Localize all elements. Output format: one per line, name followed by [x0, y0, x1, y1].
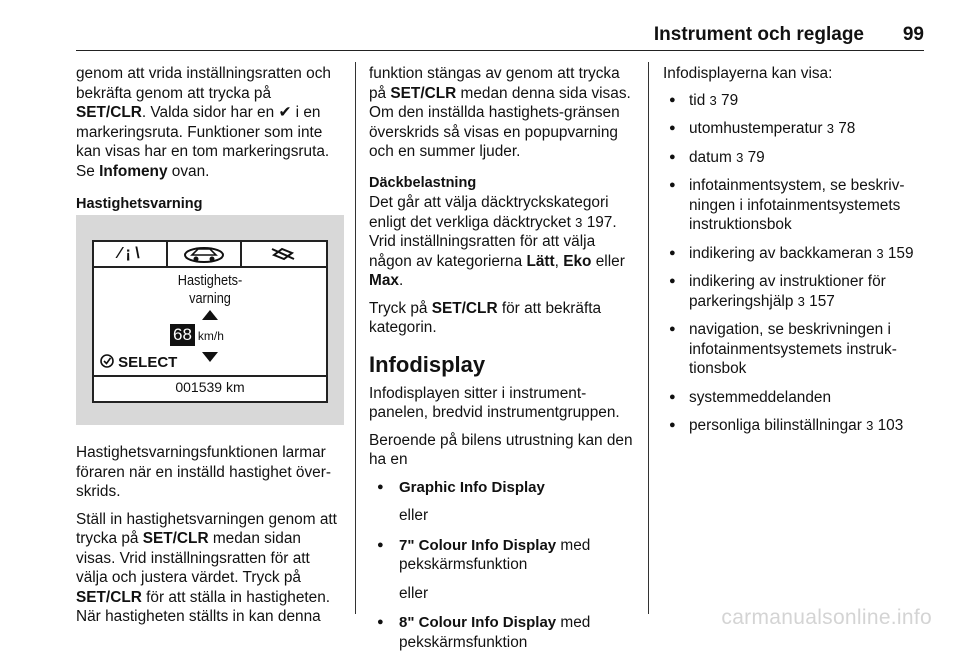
text: medan denna sida visas. Om den inställda hastighets-gränsen överskrids så visas en popupvarning och en summer ljuder.: [369, 84, 631, 160]
list-intro: Infodisplayerna kan visa:: [663, 65, 833, 82]
page-title: Instrument och reglage: [653, 24, 864, 45]
page-number: 99: [902, 24, 924, 45]
infomeny-label: Infomeny: [99, 162, 168, 180]
list-item: [663, 119, 931, 139]
list-item: [663, 148, 931, 168]
page-ref[interactable]: 78: [838, 120, 856, 137]
tab-info-icon: ⁄ ¡ \: [118, 245, 140, 262]
list-item: ● 7" Colour Info Display med pekskärmsfunktion: [369, 536, 637, 575]
column-3: [663, 64, 931, 445]
paragraph: Infodisplayen sitter i instrument-panelen, bredvid instrumentgruppen.: [369, 384, 620, 421]
list-item-text: tid: [689, 91, 710, 109]
list-item-text: indikering av instruktioner för parkeringshjälp: [689, 273, 886, 310]
watermark: carmanualsonline.info: [721, 606, 932, 629]
text: Tryck på: [369, 299, 432, 317]
page-ref-arrow-icon: 3: [709, 92, 717, 108]
list-item: [663, 416, 931, 436]
paragraph: Hastighetsvarningsfunktionen larmar föraren när en inställd hastighet över-skrids.: [76, 444, 331, 500]
column-divider: [648, 62, 649, 614]
display-tabs: [94, 242, 326, 268]
select-text: SELECT: [118, 354, 178, 371]
column-1: [76, 64, 344, 229]
section-heading-speed-warning: Hastighetsvarning: [76, 196, 203, 212]
list-item-text: infotainmentsystem, se beskriv-ningen i infotainmentsystemets instruktionsbok: [689, 177, 905, 233]
divider: [94, 375, 326, 377]
instrument-display: [92, 240, 328, 403]
column-1-lower: [76, 443, 344, 635]
paragraph: [369, 64, 637, 162]
set-clr-label: SET/CLR: [142, 530, 209, 547]
list-item: [663, 388, 931, 408]
set-clr-label: SET/CLR: [431, 299, 498, 317]
display-type-name: Graphic Info Display: [399, 478, 545, 496]
page-ref-arrow-icon: 3: [736, 149, 744, 165]
page-ref[interactable]: 197: [586, 213, 613, 231]
page-ref[interactable]: 79: [747, 148, 765, 166]
speed-unit: km/h: [197, 329, 224, 343]
text: ovan.: [167, 162, 210, 180]
text: Det går att välja däcktryckskategori enligt det verkliga däcktrycket: [369, 194, 609, 231]
list-item: [663, 91, 931, 111]
option-max: Max: [369, 272, 399, 289]
display-title: [111, 272, 308, 308]
option-latt: Lätt: [526, 252, 555, 270]
display-type-name: 8" Colour Info Display: [399, 614, 557, 631]
set-clr-label: SET/CLR: [76, 588, 142, 606]
page-ref-arrow-icon: 3: [797, 293, 805, 309]
page-ref-arrow-icon: 3: [826, 121, 834, 136]
checkmark-icon: ✔: [278, 104, 292, 121]
page-header: [76, 20, 924, 51]
display-title-line2: varning: [189, 290, 231, 307]
set-clr-label: SET/CLR: [390, 84, 457, 102]
text: för att ställa in hastigheten. När hastigheten ställts in kan denna: [76, 588, 331, 625]
check-circle-icon: [100, 354, 114, 368]
section-heading-infodisplay: Infodisplay: [369, 351, 486, 377]
page-ref-arrow-icon: 3: [876, 245, 884, 261]
list-item-text: personliga bilinställningar: [689, 417, 867, 434]
list-separator: eller: [399, 584, 429, 602]
column-divider: [355, 62, 356, 614]
text: genom att vrida inställningsratten och bekräfta genom att trycka på: [76, 65, 331, 102]
text: funktion stängas av genom att trycka på: [369, 65, 620, 102]
page-ref[interactable]: 157: [809, 292, 835, 310]
list-item-text: systemmeddelanden: [689, 388, 832, 406]
page-ref-arrow-icon: 3: [866, 418, 874, 433]
display-type-list: [369, 478, 637, 653]
text: .: [398, 272, 404, 289]
text: . Vrid inställningsratten för att välja någon av kategorierna: [369, 213, 617, 270]
infodisplay-content-list: [663, 91, 931, 436]
page-ref-arrow-icon: 3: [575, 214, 583, 230]
car-icon: [166, 242, 242, 266]
paragraph: [76, 64, 344, 181]
speed-value: 68: [170, 324, 195, 346]
option-eko: Eko: [563, 252, 592, 270]
arrow-up-icon: [202, 310, 218, 320]
list-item-text: datum: [689, 148, 737, 166]
list-item-text: utomhustemperatur: [689, 120, 827, 137]
set-clr-label: SET/CLR: [76, 104, 142, 121]
text: Ställ in hastighetsvarningen genom att trycka på: [76, 510, 337, 547]
page-ref[interactable]: 103: [877, 417, 904, 434]
paragraph: Beroende på bilens utrustning kan den ha en: [369, 431, 633, 468]
list-item: [663, 272, 931, 311]
page-ref[interactable]: 159: [887, 244, 914, 262]
speed-value-box: [170, 324, 224, 346]
arrow-down-icon: [202, 352, 218, 362]
paragraph: [369, 193, 637, 291]
speed-warning-display-figure: [76, 215, 344, 425]
text: ,: [554, 252, 564, 270]
text: eller: [591, 252, 625, 270]
paragraph: [369, 299, 637, 338]
odometer: 001539 km: [175, 379, 245, 395]
list-separator: eller: [399, 507, 429, 524]
text: medan sidan visas. Vrid inställningsratten för att välja och justera värdet. Tryck på: [76, 530, 310, 586]
list-item: [663, 244, 931, 264]
display-title-line1: Hastighets-: [177, 272, 243, 289]
list-item-text: navigation, se beskrivningen i infotainmentsystemets instruk-tionsbok: [689, 321, 897, 377]
map-icon: [240, 242, 326, 266]
section-heading-tire-load: Däckbelastning: [369, 174, 477, 191]
list-item: [369, 478, 637, 498]
list-item: [663, 320, 931, 379]
paragraph: [76, 510, 344, 627]
column-2: [369, 64, 637, 661]
select-label: [100, 354, 177, 371]
list-item-text: indikering av backkameran: [689, 244, 877, 262]
display-type-name: 7" Colour Info Display: [399, 536, 557, 554]
list-item: ● 8" Colour Info Display med pekskärmsfunktion: [369, 613, 637, 652]
text: för att bekräfta kategorin.: [369, 299, 602, 336]
text: i en markeringsruta. Funktioner som inte kan visas har en tom markeringsruta. Se: [76, 104, 330, 180]
text: . Valda sidor har en: [141, 104, 279, 121]
list-item: [663, 176, 931, 235]
page-ref[interactable]: 79: [721, 91, 739, 109]
